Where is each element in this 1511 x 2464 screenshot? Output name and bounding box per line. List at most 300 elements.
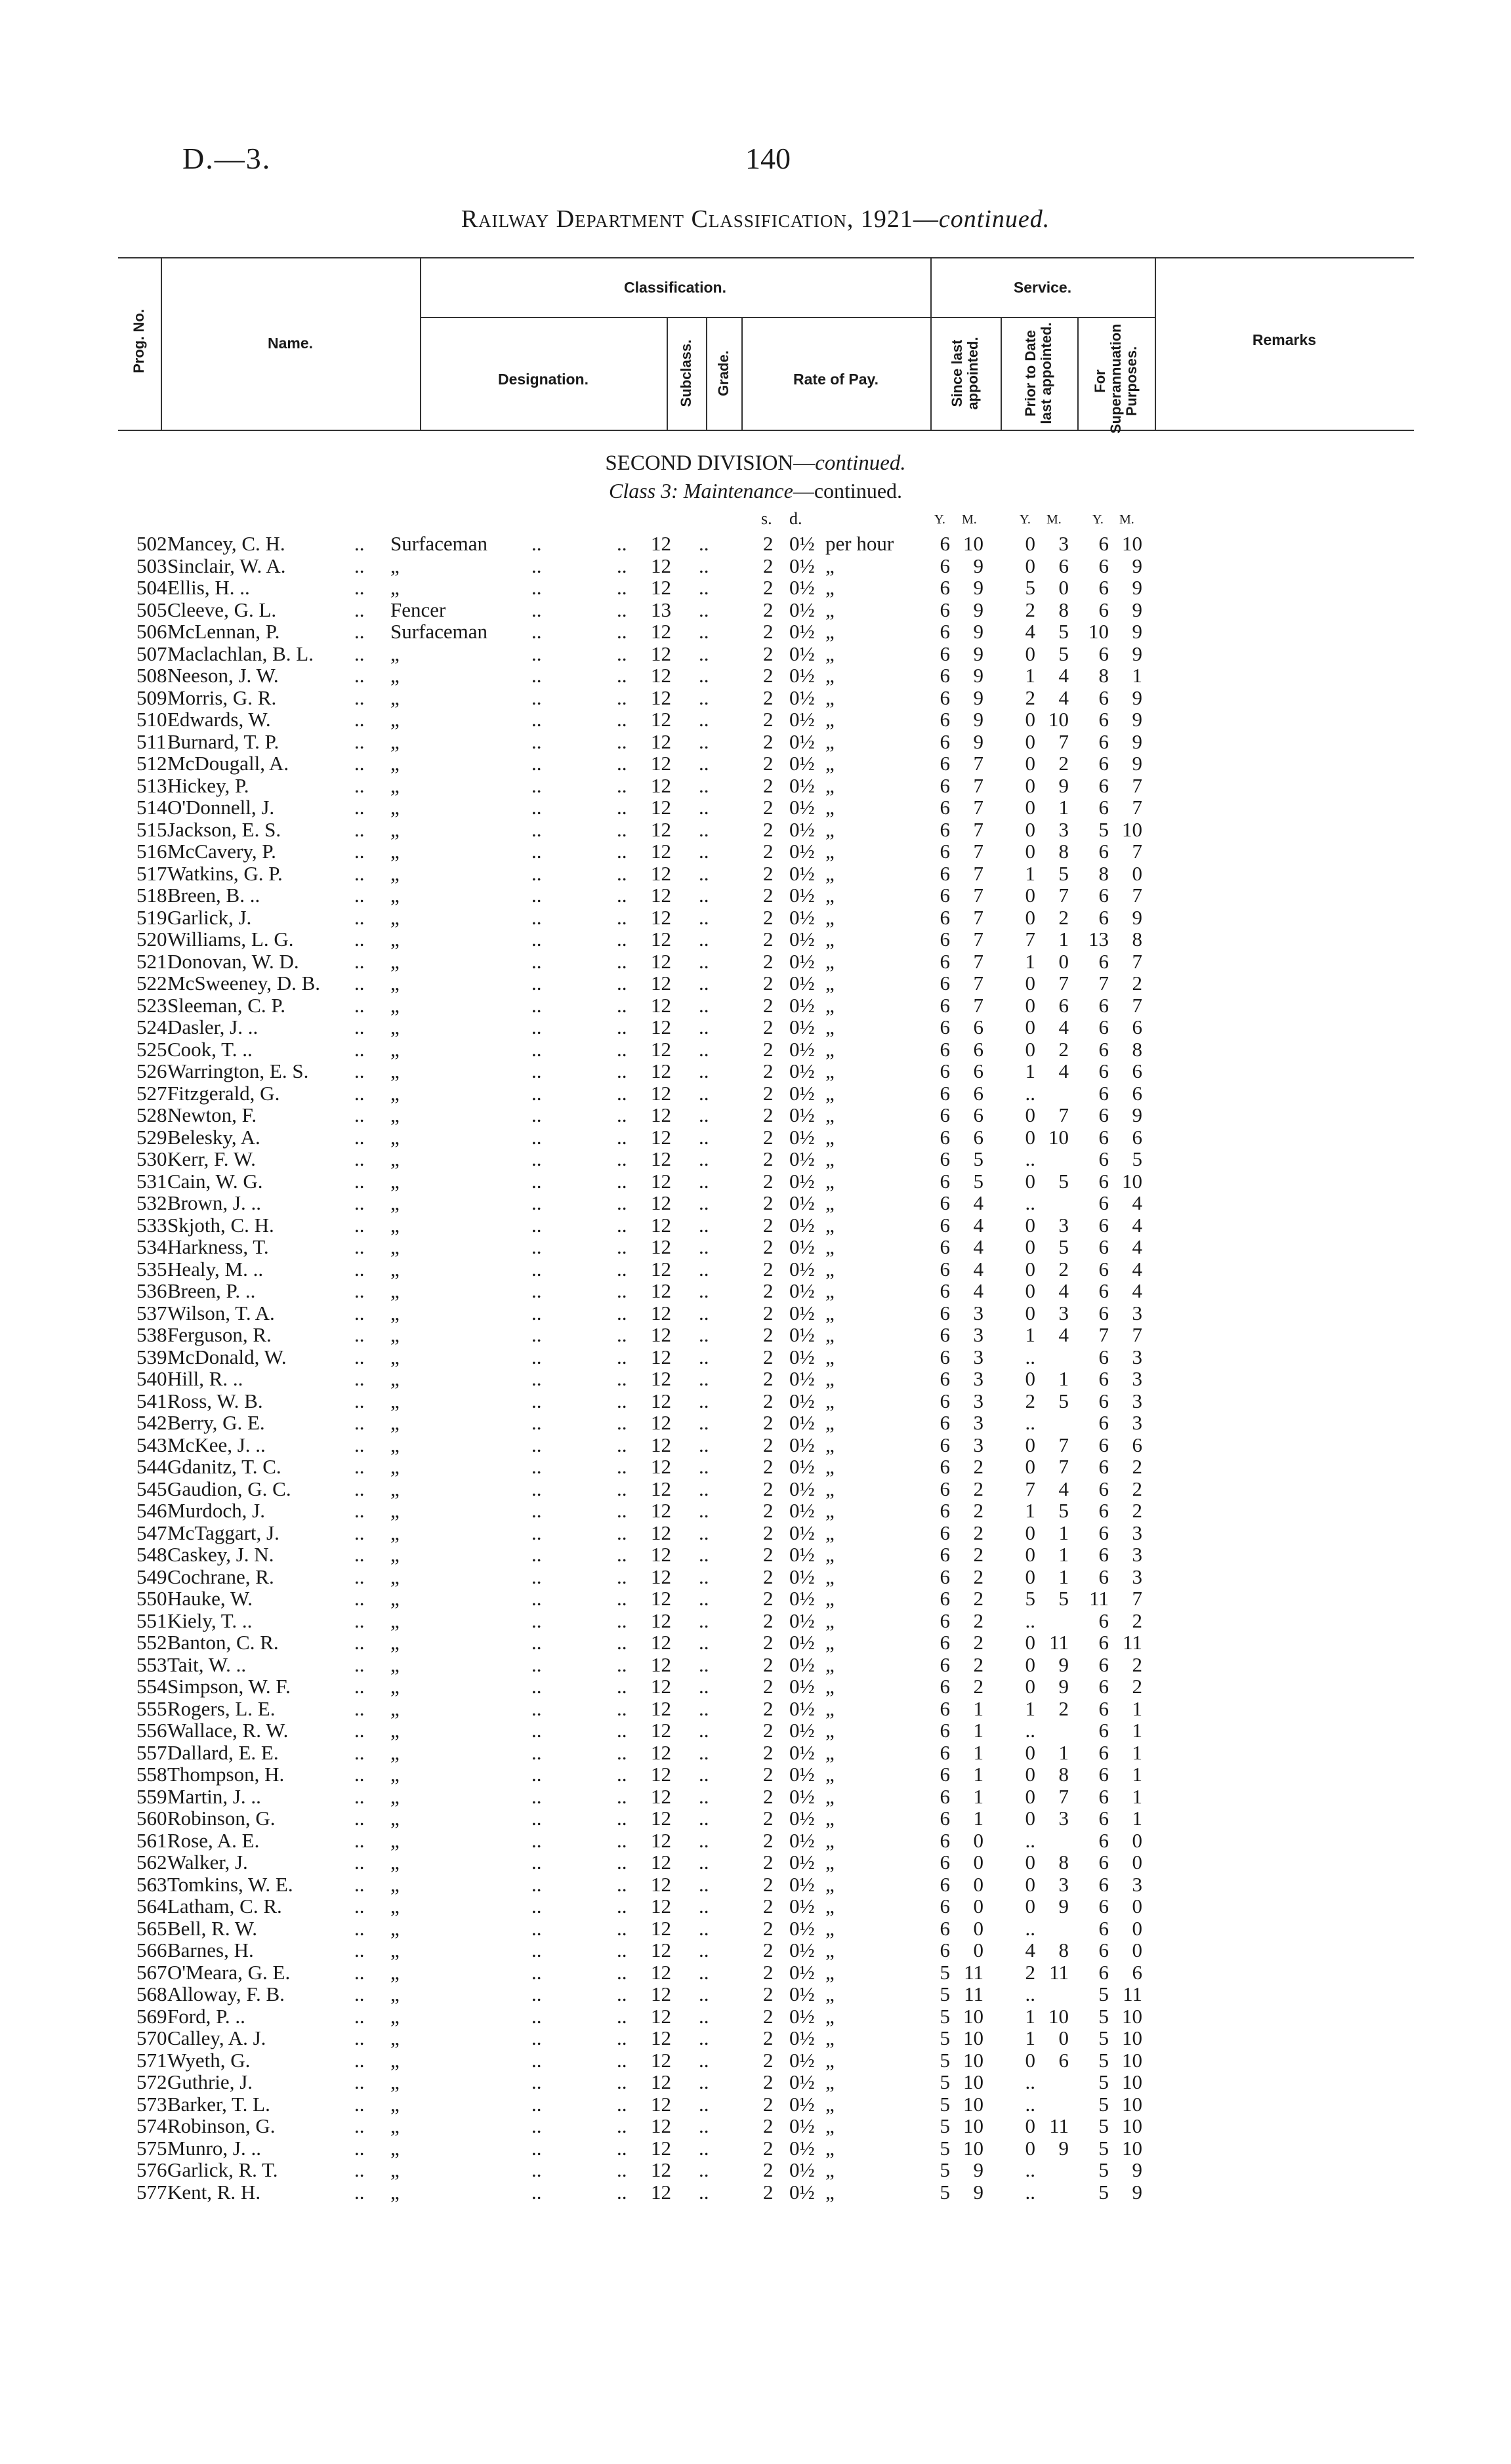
super-months: 5 <box>1132 1147 1142 1170</box>
super-years: 6 <box>1098 1411 1109 1434</box>
pay-shillings: 2 <box>763 1565 774 1588</box>
since-years: 6 <box>940 752 950 775</box>
designation: „ <box>390 972 400 995</box>
leader-dots: .. <box>531 2092 542 2116</box>
pay-pence: 0½ <box>789 1851 815 1874</box>
pay-shillings: 2 <box>763 1675 774 1698</box>
subclass: 12 <box>651 884 671 907</box>
leader-dots: .. <box>699 1235 709 1258</box>
leader-dots: .. <box>531 1895 542 1918</box>
header-mid-rule <box>420 317 1155 318</box>
pay-pence: 0½ <box>789 1763 815 1786</box>
super-years: 6 <box>1098 1521 1109 1544</box>
super-years: 6 <box>1098 905 1109 929</box>
employee-name: Martin, J. .. <box>167 1784 261 1808</box>
super-years: 5 <box>1098 1982 1109 2005</box>
pay-pence: 0½ <box>789 1631 815 1654</box>
prog-no: 564 <box>136 1895 167 1918</box>
leader-dots: .. <box>354 1828 365 1852</box>
employee-name: Rogers, L. E. <box>167 1696 276 1720</box>
since-months: 9 <box>973 664 983 687</box>
leader-dots: .. <box>617 905 627 929</box>
prog-no: 522 <box>136 972 167 995</box>
leader-dots: .. <box>354 1125 365 1149</box>
prior-months: 11 <box>1049 2114 1069 2137</box>
since-years: 6 <box>940 1609 950 1632</box>
leader-dots: .. <box>699 972 709 995</box>
prog-no: 510 <box>136 708 167 731</box>
leader-dots: .. <box>699 840 709 863</box>
subclass: 12 <box>651 1587 671 1610</box>
leader-dots: .. <box>531 861 542 885</box>
prior-years: 0 <box>1025 1433 1035 1456</box>
prior-months: 1 <box>1058 796 1069 819</box>
leader-dots: .. <box>531 532 542 555</box>
header-bottom-rule <box>118 430 1414 431</box>
leader-dots: .. <box>354 1982 365 2005</box>
super-months: 7 <box>1132 884 1142 907</box>
table-row <box>0 907 1511 929</box>
leader-dots: .. <box>699 1477 709 1500</box>
header-top-rule <box>118 257 1414 258</box>
prior-years: 1 <box>1025 1059 1035 1082</box>
prog-no: 515 <box>136 817 167 841</box>
pay-pence: 0½ <box>789 861 815 885</box>
since-months: 9 <box>973 554 983 577</box>
super-years: 6 <box>1098 884 1109 907</box>
prior-years: 1 <box>1025 2004 1035 2028</box>
prog-no: 568 <box>136 1982 167 2005</box>
leader-dots: .. <box>617 1521 627 1544</box>
prior-years: 0 <box>1025 1455 1035 1478</box>
pay-period: „ <box>825 1389 835 1412</box>
super-years: 6 <box>1098 1235 1109 1258</box>
prog-no: 532 <box>136 1191 167 1214</box>
since-months: 0 <box>973 1828 983 1852</box>
leader-dots: .. <box>617 1235 627 1258</box>
pay-pence: 0½ <box>789 1499 815 1522</box>
employee-name: O'Meara, G. E. <box>167 1960 291 1984</box>
employee-name: Barker, T. L. <box>167 2092 270 2116</box>
prog-no: 569 <box>136 2004 167 2028</box>
pay-shillings: 2 <box>763 1719 774 1742</box>
since-months: 1 <box>973 1763 983 1786</box>
table-row <box>0 555 1511 577</box>
subclass: 12 <box>651 1235 671 1258</box>
leader-dots: .. <box>699 2048 709 2072</box>
employee-name: McKee, J. .. <box>167 1433 266 1456</box>
prior-years: 0 <box>1025 884 1035 907</box>
super-years: 6 <box>1098 1345 1109 1368</box>
designation: „ <box>390 1169 400 1193</box>
since-years: 6 <box>940 993 950 1017</box>
prior-months: 10 <box>1048 708 1069 731</box>
page-title-suffix: continued. <box>938 205 1050 233</box>
prior-years: 1 <box>1025 949 1035 973</box>
subclass: 12 <box>651 1499 671 1522</box>
since-years: 6 <box>940 1081 950 1105</box>
prior-months: 9 <box>1058 2136 1069 2160</box>
super-months: 2 <box>1132 1477 1142 1500</box>
subclass: 12 <box>651 1389 671 1412</box>
leader-dots: .. <box>617 1213 627 1237</box>
leader-dots: .. <box>617 1828 627 1852</box>
table-row <box>0 1368 1511 1390</box>
designation: „ <box>390 1257 400 1281</box>
designation: „ <box>390 817 400 841</box>
leader-dots: .. <box>699 1807 709 1830</box>
leader-dots: .. <box>699 1499 709 1522</box>
prior-years: 0 <box>1025 1784 1035 1808</box>
leader-dots: .. <box>531 729 542 753</box>
pay-period: „ <box>825 1960 835 1984</box>
prog-no: 508 <box>136 664 167 687</box>
section-title: SECOND DIVISION— <box>605 451 816 475</box>
leader-dots: .. <box>354 884 365 907</box>
subclass: 12 <box>651 1477 671 1500</box>
designation: „ <box>390 1016 400 1038</box>
super-months: 9 <box>1132 708 1142 731</box>
leader-dots: .. <box>617 1016 627 1038</box>
prior-years: 0 <box>1025 1213 1035 1237</box>
leader-dots: .. <box>531 1609 542 1632</box>
designation: „ <box>390 1719 400 1742</box>
leader-dots: .. <box>617 1345 627 1368</box>
employee-name: Ross, W. B. <box>167 1389 263 1412</box>
leader-dots: .. <box>354 1279 365 1302</box>
leader-dots: .. <box>354 949 365 973</box>
employee-name: Barnes, H. <box>167 1939 254 1961</box>
table-row <box>0 1126 1511 1149</box>
pay-period: „ <box>825 2004 835 2028</box>
table-row <box>0 1170 1511 1193</box>
unit-years: Y. <box>934 512 945 527</box>
subsection-heading <box>0 479 1511 503</box>
super-months: 9 <box>1132 1103 1142 1126</box>
leader-dots: .. <box>354 664 365 687</box>
prior-months: 6 <box>1058 993 1069 1017</box>
pay-period: „ <box>825 1477 835 1500</box>
pay-period: „ <box>825 1828 835 1852</box>
since-months: 6 <box>973 1059 983 1082</box>
super-months: 10 <box>1122 2092 1142 2116</box>
pay-shillings: 2 <box>763 2158 774 2181</box>
prior-months: 10 <box>1048 1125 1069 1149</box>
table-row <box>0 840 1511 863</box>
leader-dots: .. <box>531 1807 542 1830</box>
subclass: 12 <box>651 2180 671 2204</box>
super-years: 6 <box>1098 1499 1109 1522</box>
prog-no: 518 <box>136 884 167 907</box>
pay-pence: 0½ <box>789 1103 815 1126</box>
subclass: 12 <box>651 1895 671 1918</box>
since-months: 3 <box>973 1301 983 1324</box>
prior-years: 0 <box>1025 1895 1035 1918</box>
super-months: 11 <box>1123 1982 1142 2005</box>
prior-months: 1 <box>1058 928 1069 951</box>
leader-dots: .. <box>354 1455 365 1478</box>
pay-period: „ <box>825 1169 835 1193</box>
pay-period: „ <box>825 1895 835 1918</box>
prog-no: 550 <box>136 1587 167 1610</box>
since-months: 6 <box>973 1103 983 1126</box>
leader-dots: .. <box>531 1147 542 1170</box>
leader-dots: .. <box>617 1279 627 1302</box>
leader-dots: .. <box>531 1587 542 1610</box>
leader-dots: .. <box>531 1521 542 1544</box>
super-months: 2 <box>1132 1653 1142 1676</box>
super-years: 5 <box>1098 2136 1109 2160</box>
leader-dots: .. <box>354 1301 365 1324</box>
employee-name: Ellis, H. .. <box>167 576 250 599</box>
pay-period: „ <box>825 1103 835 1126</box>
pay-shillings: 2 <box>763 620 774 643</box>
since-months: 4 <box>973 1257 983 1281</box>
leader-dots: .. <box>531 1367 542 1390</box>
leader-dots: .. <box>617 1433 627 1456</box>
employee-name: Walker, J. <box>167 1851 248 1874</box>
super-years: 5 <box>1098 817 1109 841</box>
since-months: 3 <box>973 1367 983 1390</box>
leader-dots: .. <box>617 1411 627 1434</box>
super-years: 6 <box>1098 1433 1109 1456</box>
leader-dots: .. <box>531 1828 542 1852</box>
super-months: 0 <box>1132 1851 1142 1874</box>
super-months: 3 <box>1132 1872 1142 1896</box>
table-row <box>0 2005 1511 2028</box>
pay-shillings: 2 <box>763 642 774 665</box>
prior-years: 5 <box>1025 1587 1035 1610</box>
leader-dots: .. <box>699 729 709 753</box>
super-years: 6 <box>1098 949 1109 973</box>
designation: „ <box>390 796 400 819</box>
leader-dots: .. <box>354 817 365 841</box>
super-months: 9 <box>1132 752 1142 775</box>
super-years: 6 <box>1098 1696 1109 1720</box>
subclass: 12 <box>651 1960 671 1984</box>
pay-pence: 0½ <box>789 1609 815 1632</box>
pay-period: „ <box>825 1982 835 2005</box>
unit-shillings: s. <box>761 509 772 528</box>
designation: „ <box>390 1499 400 1522</box>
subclass: 12 <box>651 1345 671 1368</box>
super-years: 7 <box>1098 972 1109 995</box>
pay-pence: 0½ <box>789 1455 815 1478</box>
prior-years: 0 <box>1025 1279 1035 1302</box>
pay-pence: 0½ <box>789 2070 815 2093</box>
since-months: 6 <box>973 1081 983 1105</box>
pay-pence: 0½ <box>789 1279 815 1302</box>
leader-dots: .. <box>617 884 627 907</box>
prog-no: 548 <box>136 1543 167 1566</box>
leader-dots: .. <box>531 1499 542 1522</box>
leader-dots: .. <box>531 2180 542 2204</box>
leader-dots: .. <box>354 1916 365 1940</box>
prog-no: 562 <box>136 1851 167 1874</box>
pay-period: „ <box>825 2092 835 2116</box>
pay-shillings: 2 <box>763 1389 774 1412</box>
subclass: 12 <box>651 1784 671 1808</box>
pay-pence: 0½ <box>789 1411 815 1434</box>
prior-months: 3 <box>1058 532 1069 555</box>
pay-period: „ <box>825 642 835 665</box>
table-row <box>0 796 1511 819</box>
designation: „ <box>390 1323 400 1346</box>
designation: „ <box>390 729 400 753</box>
since-months: 2 <box>973 1499 983 1522</box>
pay-pence: 0½ <box>789 1916 815 1940</box>
super-years: 5 <box>1098 2026 1109 2049</box>
prior-years: 5 <box>1025 576 1035 599</box>
pay-shillings: 2 <box>763 1323 774 1346</box>
since-years: 6 <box>940 1433 950 1456</box>
since-years: 6 <box>940 1740 950 1764</box>
super-years: 11 <box>1089 1587 1109 1610</box>
since-months: 3 <box>973 1323 983 1346</box>
super-months: 1 <box>1132 1740 1142 1764</box>
designation: „ <box>390 884 400 907</box>
designation: „ <box>390 993 400 1017</box>
pay-shillings: 2 <box>763 2114 774 2137</box>
prog-no: 551 <box>136 1609 167 1632</box>
leader-dots: .. <box>699 1081 709 1105</box>
employee-name: Belesky, A. <box>167 1125 260 1149</box>
designation: Fencer <box>390 598 446 621</box>
pay-period: „ <box>825 1037 835 1061</box>
leader-dots: .. <box>699 1763 709 1786</box>
since-months: 7 <box>973 773 983 797</box>
leader-dots: .. <box>617 1191 627 1214</box>
pay-pence: 0½ <box>789 532 815 555</box>
super-months: 3 <box>1132 1411 1142 1434</box>
super-years: 6 <box>1098 1565 1109 1588</box>
employee-name: Calley, A. J. <box>167 2026 266 2049</box>
designation: „ <box>390 1345 400 1368</box>
table-row <box>0 995 1511 1017</box>
leader-dots: .. <box>354 1895 365 1918</box>
prior-months: 8 <box>1058 1851 1069 1874</box>
prior-months: 4 <box>1058 1059 1069 1082</box>
prog-no: 529 <box>136 1125 167 1149</box>
since-years: 6 <box>940 729 950 753</box>
pay-shillings: 2 <box>763 708 774 731</box>
pay-period: „ <box>825 752 835 775</box>
since-years: 5 <box>940 2070 950 2093</box>
super-years: 6 <box>1098 1016 1109 1038</box>
employee-name: Williams, L. G. <box>167 928 294 951</box>
pay-shillings: 2 <box>763 1851 774 1874</box>
leader-dots: .. <box>699 1213 709 1237</box>
employee-name: Watkins, G. P. <box>167 861 283 885</box>
prog-no: 530 <box>136 1147 167 1170</box>
prior-months: 7 <box>1058 1784 1069 1808</box>
leader-dots: .. <box>699 1301 709 1324</box>
prior-months: 2 <box>1058 1696 1069 1720</box>
since-years: 6 <box>940 1895 950 1918</box>
leader-dots: .. <box>354 642 365 665</box>
prog-no: 555 <box>136 1696 167 1720</box>
subclass: 12 <box>651 2158 671 2181</box>
since-years: 6 <box>940 1125 950 1149</box>
prior-years: 0 <box>1025 972 1035 995</box>
since-years: 6 <box>940 642 950 665</box>
designation: „ <box>390 1191 400 1214</box>
leader-dots: .. <box>617 861 627 885</box>
prog-no: 502 <box>136 532 167 555</box>
leader-dots: .. <box>354 2092 365 2116</box>
pay-pence: 0½ <box>789 2004 815 2028</box>
pay-period: „ <box>825 2114 835 2137</box>
prior-years: 0 <box>1025 554 1035 577</box>
page-title <box>0 205 1511 234</box>
leader-dots: .. <box>699 1169 709 1193</box>
table-row <box>0 708 1511 731</box>
designation: „ <box>390 2092 400 2116</box>
leader-dots: .. <box>699 1279 709 1302</box>
prog-no: 512 <box>136 752 167 775</box>
super-months: 1 <box>1132 1696 1142 1720</box>
since-years: 6 <box>940 1696 950 1720</box>
super-months: 10 <box>1122 817 1142 841</box>
table-row <box>0 1763 1511 1786</box>
super-months: 4 <box>1132 1213 1142 1237</box>
leader-dots: .. <box>354 532 365 555</box>
pay-period: „ <box>825 708 835 731</box>
since-years: 6 <box>940 1169 950 1193</box>
header-rate-of-pay: Rate of Pay. <box>793 371 879 388</box>
leader-dots: .. <box>354 1543 365 1566</box>
pay-period: „ <box>825 1235 835 1258</box>
prog-no: 553 <box>136 1653 167 1676</box>
pay-period: „ <box>825 1301 835 1324</box>
pay-shillings: 2 <box>763 1213 774 1237</box>
super-years: 5 <box>1098 2158 1109 2181</box>
since-months: 2 <box>973 1477 983 1500</box>
since-years: 5 <box>940 2092 950 2116</box>
designation: „ <box>390 1411 400 1434</box>
pay-pence: 0½ <box>789 1301 815 1324</box>
pay-pence: 0½ <box>789 1367 815 1390</box>
employee-name: Brown, J. .. <box>167 1191 261 1214</box>
leader-dots: .. <box>617 796 627 819</box>
since-years: 6 <box>940 1653 950 1676</box>
leader-dots: .. <box>531 1213 542 1237</box>
pay-shillings: 2 <box>763 1103 774 1126</box>
prior-years: 0 <box>1025 1543 1035 1566</box>
designation: „ <box>390 1740 400 1764</box>
page-number: 140 <box>745 142 791 175</box>
leader-dots: .. <box>699 1675 709 1698</box>
pay-shillings: 2 <box>763 1499 774 1522</box>
leader-dots: .. <box>531 1191 542 1214</box>
pay-pence: 0½ <box>789 1807 815 1830</box>
super-months: 0 <box>1132 861 1142 885</box>
prior-years: .. <box>1025 1609 1035 1632</box>
leader-dots: .. <box>354 972 365 995</box>
leader-dots: .. <box>531 1653 542 1676</box>
prior-years: .. <box>1025 1147 1035 1170</box>
since-months: 5 <box>973 1169 983 1193</box>
pay-shillings: 2 <box>763 1939 774 1961</box>
pay-pence: 0½ <box>789 1191 815 1214</box>
designation: „ <box>390 1982 400 2005</box>
table-row <box>0 1016 1511 1038</box>
subclass: 12 <box>651 1081 671 1105</box>
pay-pence: 0½ <box>789 817 815 841</box>
designation: „ <box>390 949 400 973</box>
leader-dots: .. <box>531 972 542 995</box>
pay-period: „ <box>825 1916 835 1940</box>
